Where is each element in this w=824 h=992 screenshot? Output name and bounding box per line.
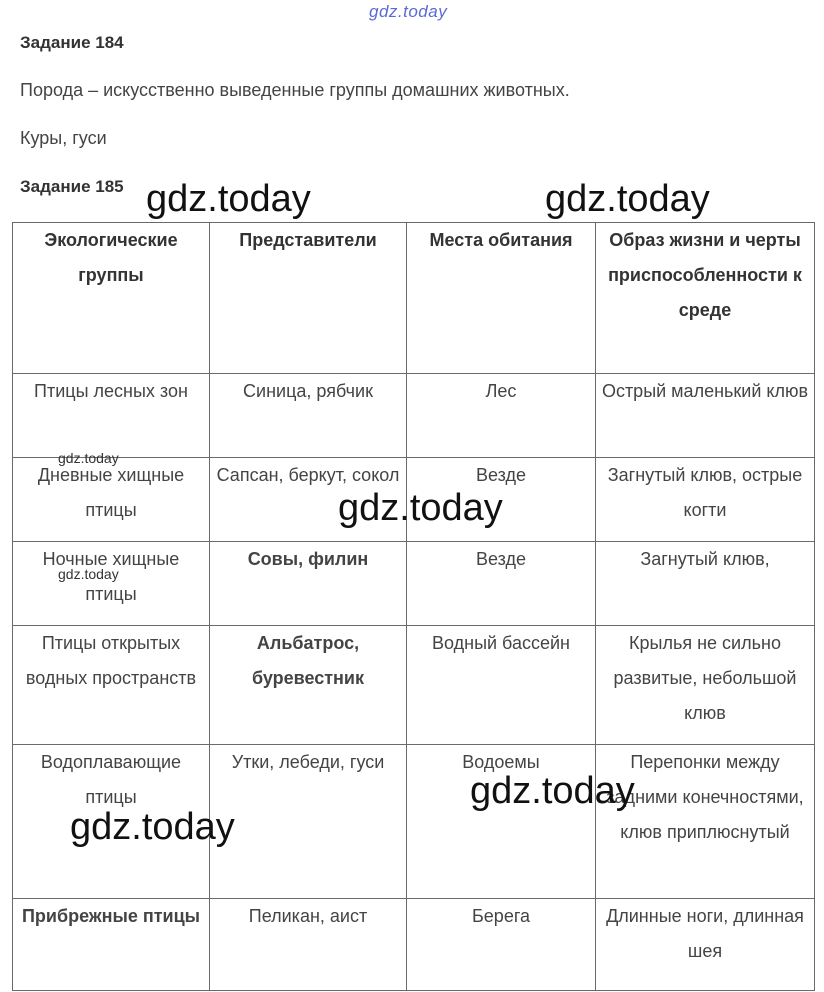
table-row: [13, 899, 815, 991]
cell-representatives: Пеликан, аист: [210, 899, 407, 991]
cell-lifestyle: Загнутый клюв,: [596, 542, 815, 626]
table-row: [13, 458, 815, 542]
cell-lifestyle: Длинные ноги, длинная шея: [596, 899, 815, 991]
cell-lifestyle: Острый маленький клюв: [596, 374, 815, 458]
table-row: [13, 745, 815, 899]
cell-group: Прибрежные птицы: [13, 899, 210, 991]
header-representatives: Представители: [210, 223, 407, 374]
cell-habitat: Лес: [407, 374, 596, 458]
cell-representatives: Альбатрос, буревестник: [210, 626, 407, 745]
task-184-answer: Куры, гуси: [20, 128, 107, 148]
watermark-small-text: gdz.today: [58, 566, 119, 582]
cell-representatives: Синица, рябчик: [210, 374, 407, 458]
watermark-text: gdz.today: [146, 178, 311, 220]
table-row: [13, 542, 815, 626]
header-habitats: Места обитания: [407, 223, 596, 374]
cell-habitat: Везде: [407, 458, 596, 542]
cell-representatives: Совы, филин: [210, 542, 407, 626]
cell-lifestyle: Крылья не сильно развитые, небольшой клюв: [596, 626, 815, 745]
cell-lifestyle: Перепонки между задними конечностями, клюв приплюснутый: [596, 745, 815, 899]
watermark-top: gdz.today: [369, 2, 448, 21]
watermark-text: gdz.today: [70, 806, 235, 848]
watermark-small-text: gdz.today: [58, 450, 119, 466]
cell-group: Птицы лесных зон: [13, 374, 210, 458]
table-header-row: [13, 223, 815, 374]
task-185-title: Задание 185: [20, 177, 124, 196]
cell-group: Дневные хищные птицы: [13, 458, 210, 542]
cell-habitat: Водный бассейн: [407, 626, 596, 745]
cell-representatives: Утки, лебеди, гуси: [210, 745, 407, 899]
task-184-title: Задание 184: [20, 33, 124, 52]
cell-representatives: Сапсан, беркут, сокол: [210, 458, 407, 542]
ecological-groups-table: [12, 222, 815, 991]
header-ecological-groups: Экологические группы: [13, 223, 210, 374]
cell-lifestyle: Загнутый клюв, острые когти: [596, 458, 815, 542]
cell-habitat: Берега: [407, 899, 596, 991]
cell-habitat: Водоемы: [407, 745, 596, 899]
watermark-text: gdz.today: [545, 178, 710, 220]
watermark-text: gdz.today: [338, 487, 503, 529]
task-184-definition: Порода – искусственно выведенные группы домашних животных.: [20, 80, 570, 100]
cell-habitat: Везде: [407, 542, 596, 626]
table-row: [13, 374, 815, 458]
cell-group: Птицы открытых водных пространств: [13, 626, 210, 745]
header-lifestyle: Образ жизни и черты приспособленности к среде: [596, 223, 815, 374]
cell-group: Ночные хищные птицы: [13, 542, 210, 626]
table-row: [13, 626, 815, 745]
watermark-text: gdz.today: [470, 770, 635, 812]
cell-group: Водоплавающие птицы: [13, 745, 210, 899]
